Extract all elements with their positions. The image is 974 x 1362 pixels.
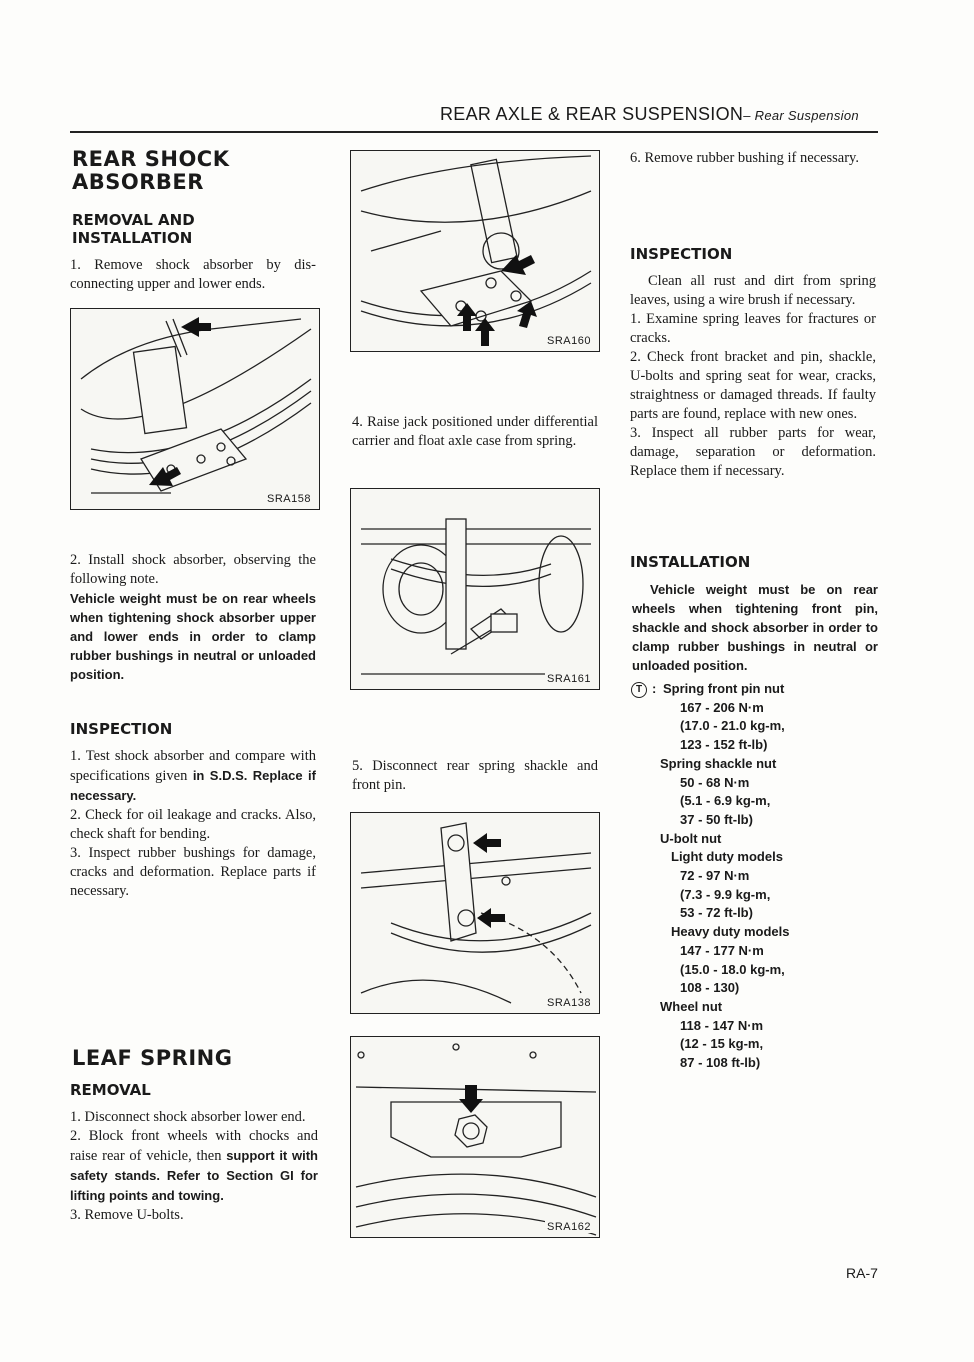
- spec-line: (7.3 - 9.9 kg-m,: [680, 886, 771, 902]
- shackle-illustration: [351, 813, 598, 1012]
- page-number: RA-7: [846, 1265, 878, 1281]
- spec-line: 53 - 72 ft-lb): [680, 905, 753, 921]
- leaf-installation-heading: INSTALLATION: [630, 553, 751, 571]
- torque-spec-list: [660, 680, 790, 1073]
- shock-removal-heading-line2: INSTALLATION: [72, 229, 193, 247]
- leaf-insp-step-3: 3. Inspect all rubber parts for wear, damage, separation or deformation. Replace them if necessary.: [630, 425, 876, 479]
- spec-line: Wheel nut: [660, 998, 723, 1014]
- leaf-step-2-text: 2. Block front wheels with chocks and raise rear of vehicle, then: [70, 1128, 318, 1164]
- shock-inspection-steps: [70, 747, 316, 901]
- shock-insp-step-2: 2. Check for oil leakage and cracks. Also, check shaft for bending.: [70, 807, 316, 842]
- spec-line: (17.0 - 21.0 kg-m,: [680, 718, 785, 734]
- shock-removal-heading: [72, 211, 195, 247]
- spec-line: 72 - 97 N·m: [680, 868, 750, 884]
- spec-line: Heavy duty models: [671, 924, 790, 940]
- torque-icon: T: [631, 682, 647, 698]
- spec-line: U-bolt nut: [660, 830, 722, 846]
- spec-line: 37 - 50 ft-lb): [680, 811, 753, 827]
- shock-title: [72, 148, 230, 194]
- header-rule: [70, 131, 878, 133]
- figure-sra138: [350, 812, 600, 1014]
- leaf-step-2: [70, 1127, 318, 1206]
- spec-line: 108 - 130): [680, 980, 740, 996]
- u-bolt-illustration: [351, 151, 598, 350]
- shock-title-line2: ABSORBER: [72, 170, 204, 194]
- spec-line: 87 - 108 ft-lb): [680, 1055, 761, 1071]
- shock-insp-step-1-bold: in S.D.S. Replace if necessary.: [70, 768, 316, 803]
- leaf-inspection-heading: INSPECTION: [630, 245, 733, 263]
- shock-insp-step-1: [70, 747, 316, 806]
- shock-inspection-heading: INSPECTION: [70, 720, 173, 738]
- leaf-spring-title: LEAF SPRING: [72, 1046, 233, 1070]
- shock-removal-heading-line1: REMOVAL AND: [72, 211, 195, 229]
- shock-absorber-illustration: [71, 309, 318, 508]
- spec-line: Spring front pin nut: [663, 681, 785, 696]
- leaf-step-2-bold: support it with safety stands. Refer to Section GI for lifting points and towing.: [70, 1148, 318, 1203]
- shock-insp-step-3: 3. Inspect rubber bushings for damage, cracks and deformation. Replace parts if necessary.: [70, 845, 316, 899]
- leaf-removal-heading: REMOVAL: [70, 1081, 151, 1099]
- figure-sra160: [350, 150, 600, 352]
- spec-line: 118 - 147 N·m: [680, 1017, 764, 1033]
- spec-line: (12 - 15 kg-m,: [680, 1036, 764, 1052]
- leaf-step-6: 6. Remove rubber bushing if necessary.: [630, 150, 859, 166]
- figure-label: SRA161: [547, 673, 591, 685]
- figure-label: SRA162: [547, 1221, 591, 1233]
- shock-step-1: 1. Remove shock absorber by disconnecting upper and lower ends.: [70, 257, 316, 292]
- leaf-inspection-steps: [630, 272, 876, 481]
- torque-colon: :: [652, 681, 657, 696]
- figure-sra162: [350, 1036, 600, 1238]
- figure-sra161: [350, 488, 600, 690]
- spec-line: (5.1 - 6.9 kg-m,: [680, 793, 771, 809]
- leaf-insp-step-2: 2. Check front bracket and pin, shackle, U-bolts and spring seat for wear, cracks, straightness or damaged threads. If faulty parts are found, replace with new ones.: [630, 349, 876, 422]
- leaf-removal-steps: [70, 1108, 318, 1225]
- shock-install-note: Vehicle weight must be on rear wheels when tightening shock absorber upper and lower ends in order to clamp rubber bushings in neutral or unloaded position.: [70, 591, 316, 682]
- leaf-step-3: 3. Remove U-bolts.: [70, 1207, 184, 1223]
- figure-label: SRA138: [547, 997, 591, 1009]
- shock-title-line1: REAR SHOCK: [72, 147, 230, 171]
- spec-line: 167 - 206 N·m: [680, 699, 764, 715]
- section-title: REAR AXLE & REAR SUSPENSION: [440, 104, 744, 124]
- spec-line: Light duty models: [671, 849, 783, 865]
- leaf-insp-step-1: 1. Examine spring leaves for fractures or cracks.: [630, 311, 876, 346]
- jack-illustration: [351, 489, 598, 688]
- section-subtitle: – Rear Suspension: [743, 108, 859, 123]
- leaf-step-1: 1. Disconnect shock absorber lower end.: [70, 1109, 306, 1125]
- figure-sra158: [70, 308, 320, 510]
- page-header: [440, 104, 859, 125]
- shock-insp-step-1-text: 1. Test shock absorber and compare with specifications given: [70, 748, 316, 784]
- shock-step-2: 2. Install shock absorber, observing the following note.: [70, 552, 316, 587]
- leaf-step-4: 4. Raise jack positioned under differential carrier and float axle case from spring.: [352, 414, 598, 449]
- u-bolt-nut-illustration: [351, 1037, 598, 1236]
- leaf-step-5: 5. Disconnect rear spring shackle and front pin.: [352, 758, 598, 793]
- spec-line: 147 - 177 N·m: [680, 942, 764, 958]
- figure-label: SRA158: [267, 493, 311, 505]
- leaf-install-note: Vehicle weight must be on rear wheels when tightening front pin, shackle and shock absorber in order to clamp rubber bushings in neutral or unloaded position.: [632, 582, 878, 673]
- spec-line: 123 - 152 ft-lb): [680, 737, 768, 753]
- leaf-insp-intro: Clean all rust and dirt from spring leaves, using a wire brush if necessary.: [630, 273, 876, 308]
- spec-line: Spring shackle nut: [660, 755, 777, 771]
- figure-label: SRA160: [547, 335, 591, 347]
- spec-line: (15.0 - 18.0 kg-m,: [680, 961, 785, 977]
- spec-line: 50 - 68 N·m: [680, 774, 750, 790]
